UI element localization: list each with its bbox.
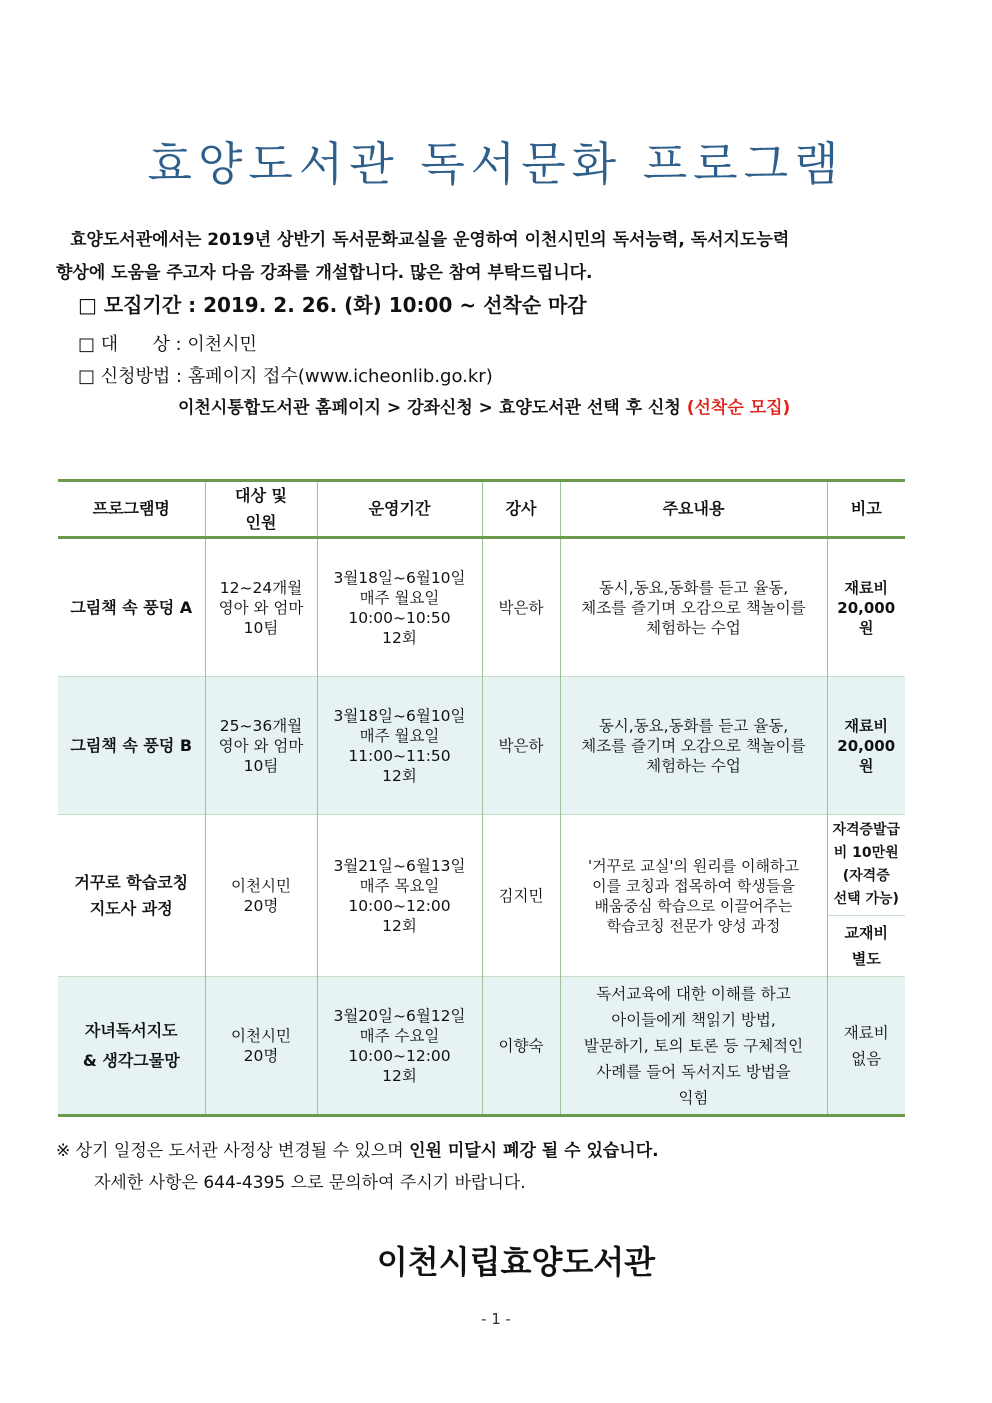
program-note — [827, 815, 905, 977]
program-target: 이천시민 20명 — [205, 977, 317, 1116]
program-name: 그림책 속 풍덩 A — [58, 538, 205, 677]
header-target: 대상 및 인원 — [205, 481, 317, 538]
header-content: 주요내용 — [560, 481, 827, 538]
program-teacher: 박은하 — [482, 538, 560, 677]
program-teacher: 김지민 — [482, 815, 560, 977]
notice-prefix: ※ 상기 일정은 도서관 사정상 변경될 수 있으며 — [56, 1141, 410, 1161]
path-text: 이천시통합도서관 홈페이지 > 강좌신청 > 효양도서관 선택 후 신청 — [178, 398, 687, 418]
program-period: 3월21일~6월13일 매주 목요일 10:00~12:00 12회 — [317, 815, 482, 977]
program-teacher: 이향숙 — [482, 977, 560, 1116]
intro-line-2: 향상에 도움을 주고자 다음 강좌를 개설합니다. 많은 참여 부탁드립니다. — [56, 263, 593, 283]
program-name: 자녀독서지도 & 생각그물망 — [58, 977, 205, 1116]
intro-line-1: 효양도서관에서는 2019년 상반기 독서문화교실을 운영하여 이천시민의 독서능력, 독서지도능력 — [70, 230, 790, 250]
header-period: 운영기간 — [317, 481, 482, 538]
method-line: □ 신청방법 : 홈페이지 접수(www.icheonlib.go.kr) — [78, 366, 493, 387]
program-content: 동시,동요,동화를 듣고 율동, 체조를 즐기며 오감으로 책놀이를 체험하는 수업 — [560, 677, 827, 815]
program-period: 3월18일~6월10일 매주 월요일 11:00~11:50 12회 — [317, 677, 482, 815]
program-target: 이천시민 20명 — [205, 815, 317, 977]
program-content: 동시,동요,동화를 듣고 율동, 체조를 즐기며 오감으로 책놀이를 체험하는 수업 — [560, 538, 827, 677]
program-period: 3월18일~6월10일 매주 월요일 10:00~10:50 12회 — [317, 538, 482, 677]
notice — [56, 1135, 659, 1199]
notice-bold: 인원 미달시 폐강 될 수 있습니다. — [409, 1141, 659, 1161]
page-number: - 1 - — [481, 1310, 511, 1328]
program-note-bottom: 교재비 별도 — [828, 915, 906, 972]
page-title: 효양도서관 독서문화 프로그램 — [147, 137, 845, 191]
table-row — [58, 977, 905, 1116]
program-note: 재료비 20,000원 — [827, 677, 905, 815]
program-target: 25~36개월 영아 와 엄마 10팀 — [205, 677, 317, 815]
program-note-top: 자격증발급 비 10만원 (자격증 선택 가능) — [832, 822, 901, 907]
application-path — [178, 393, 790, 418]
program-content: 독서교육에 대한 이해를 하고 아이들에게 책읽기 방법, 발문하기, 토의 토론 등 구체적인 사례를 들어 독서지도 방법을 익힘 — [560, 977, 827, 1116]
program-note: 재료비 20,000원 — [827, 538, 905, 677]
program-target: 12~24개월 영아 와 엄마 10팀 — [205, 538, 317, 677]
target-line: □ 대 상 : 이천시민 — [78, 334, 257, 355]
notice-line-2: 자세한 사항은 644-4395 으로 문의하여 주시기 바랍니다. — [94, 1173, 526, 1193]
program-note: 재료비 없음 — [827, 977, 905, 1116]
table-header-row — [58, 481, 905, 538]
table-row — [58, 538, 905, 677]
table-row — [58, 677, 905, 815]
intro-paragraph — [56, 224, 936, 290]
organization-name: 이천시립효양도서관 — [376, 1243, 656, 1281]
program-teacher: 박은하 — [482, 677, 560, 815]
header-program-name: 프로그램명 — [58, 481, 205, 538]
program-name: 거꾸로 학습코칭 지도사 과정 — [58, 815, 205, 977]
table-row — [58, 815, 905, 977]
header-note: 비고 — [827, 481, 905, 538]
path-highlight: (선착순 모집) — [686, 398, 791, 418]
header-teacher: 강사 — [482, 481, 560, 538]
notice-line-1 — [56, 1135, 659, 1167]
program-content: '거꾸로 교실'의 원리를 이해하고 이를 코칭과 접목하여 학생들을 배움중심 학습으로 이끌어주는 학습코칭 전문가 양성 과정 — [560, 815, 827, 977]
program-period: 3월20일~6월12일 매주 수요일 10:00~12:00 12회 — [317, 977, 482, 1116]
program-table — [58, 479, 905, 1117]
recruit-period: □ 모집기간 : 2019. 2. 26. (화) 10:00 ~ 선착순 마감 — [78, 293, 587, 317]
program-name: 그림책 속 풍덩 B — [58, 677, 205, 815]
